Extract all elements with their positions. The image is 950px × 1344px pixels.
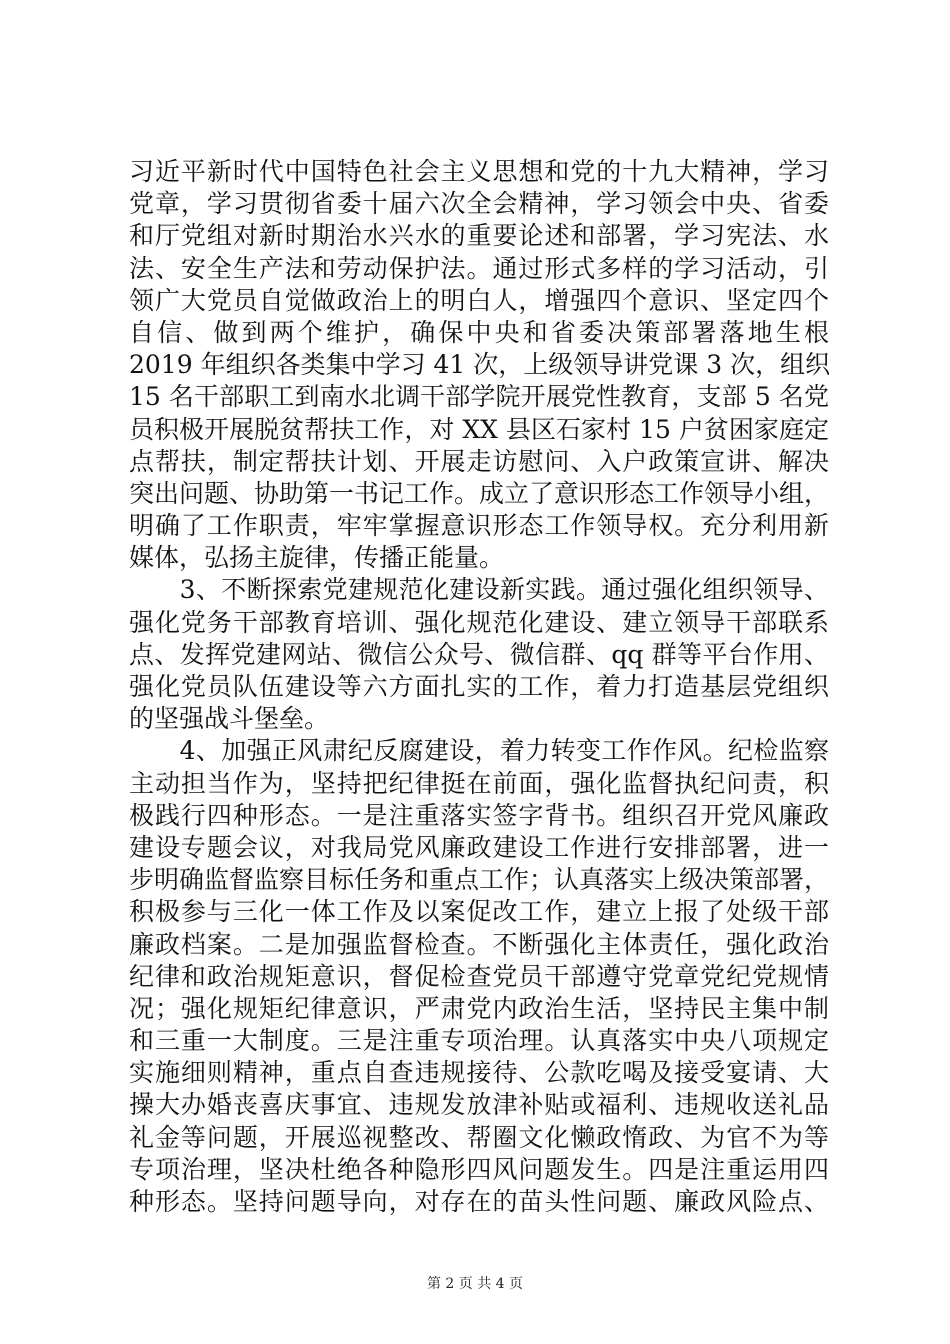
text-line: 习近平新时代中国特色社会主义思想和党的十九大精神，学习: [129, 157, 829, 186]
text-line: 法、安全生产法和劳动保护法。通过形式多样的学习活动，引: [129, 253, 829, 283]
text-line: 纪律和政治规矩意识，督促检查党员干部遵守党章党纪党规情: [129, 961, 829, 991]
text-line: 礼金等问题，开展巡视整改、帮圈文化懒政惰政、为官不为等: [129, 1122, 829, 1152]
text-line: 突出问题、协助第一书记工作。成立了意识形态工作领导小组，: [129, 478, 830, 508]
text-line: 党章，学习贯彻省委十届六次全会精神，学习领会中央、省委: [129, 189, 829, 219]
body-text: [129, 156, 829, 1218]
text-line: 15 名干部职工到南水北调干部学院开展党性教育，支部 5 名党: [129, 382, 829, 412]
text-line: 强化党务干部教育培训、强化规范化建设、建立领导干部联系: [129, 607, 829, 637]
page-footer: 第 2 页 共 4 页: [426, 1276, 524, 1292]
text-line: 4、加强正风肃纪反腐建设，着力转变工作作风。纪检监察: [129, 736, 829, 766]
text-line: 3、不断探索党建规范化建设新实践。通过强化组织领导、: [129, 575, 829, 605]
text-line: 2019 年组织各类集中学习 41 次，上级领导讲党课 3 次，组织: [129, 350, 831, 380]
text-line: 点帮扶，制定帮扶计划、开展走访慰问、入户政策宣讲、解决: [129, 446, 829, 476]
text-line: 操大办婚丧喜庆事宜、违规发放津补贴或福利、违规收送礼品: [129, 1090, 829, 1120]
text-line: 点、发挥党建网站、微信公众号、微信群、qq 群等平台作用、: [129, 639, 829, 669]
text-line: 极践行四种形态。一是注重落实签字背书。组织召开党风廉政: [129, 800, 829, 830]
text-line: 况；强化规矩纪律意识，严肃党内政治生活，坚持民主集中制: [129, 993, 829, 1023]
text-line: 步明确监督监察目标任务和重点工作；认真落实上级决策部署，: [129, 865, 830, 895]
text-line: 种形态。坚持问题导向，对存在的苗头性问题、廉政风险点、: [129, 1187, 829, 1216]
text-line: 媒体，弘扬主旋律，传播正能量。: [129, 543, 505, 573]
text-line: 的坚强战斗堡垒。: [129, 704, 330, 734]
text-line: 明确了工作职责，牢牢掌握意识形态工作领导权。充分利用新: [129, 511, 829, 541]
text-line: 积极参与三化一体工作及以案促改工作，建立上报了处级干部: [129, 897, 829, 927]
text-line: 主动担当作为，坚持把纪律挺在前面，强化监督执纪问责，积: [129, 768, 829, 798]
text-line: 和三重一大制度。三是注重专项治理。认真落实中央八项规定: [129, 1026, 829, 1056]
text-line: 廉政档案。二是加强监督检查。不断强化主体责任，强化政治: [129, 929, 829, 959]
text-line: 和厅党组对新时期治水兴水的重要论述和部署，学习宪法、水: [129, 221, 829, 251]
text-line: 自信、做到两个维护，确保中央和省委决策部署落地生根: [129, 317, 829, 347]
text-line: 领广大党员自觉做政治上的明白人，增强四个意识、坚定四个: [129, 285, 829, 315]
text-line: 建设专题会议，对我局党风廉政建设工作进行安排部署，进一: [129, 832, 829, 862]
text-line: 员积极开展脱贫帮扶工作，对 XX 县区石家村 15 户贫困家庭定: [129, 414, 829, 444]
text-line: 实施细则精神，重点自查违规接待、公款吃喝及接受宴请、大: [129, 1058, 829, 1088]
text-line: 强化党员队伍建设等六方面扎实的工作，着力打造基层党组织: [129, 672, 829, 701]
text-line: 专项治理，坚决杜绝各种隐形四风问题发生。四是注重运用四: [129, 1154, 829, 1184]
